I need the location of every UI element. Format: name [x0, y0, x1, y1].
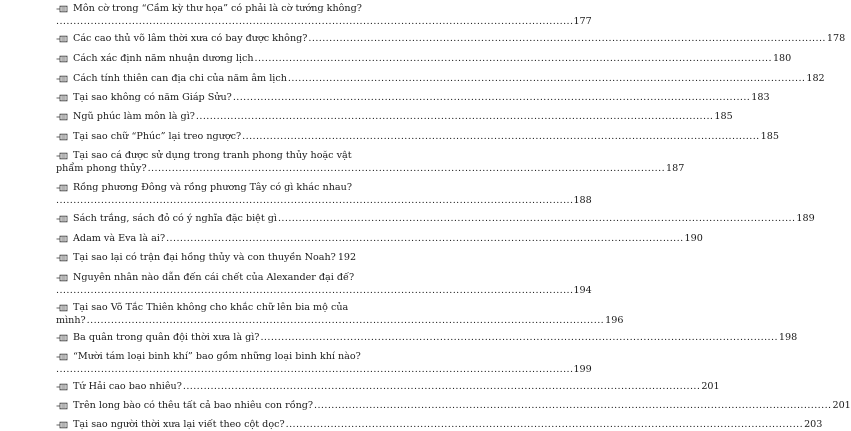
page-number: 185: [760, 131, 779, 142]
dot-leader: ......................................................................................................................................................: [314, 400, 832, 411]
page-number: 199: [573, 364, 592, 375]
toc-entry[interactable]: [56, 72, 825, 85]
entry-title: Ngũ phúc làm môn là gì?: [73, 111, 195, 122]
entry-title: Tứ Hải cao bao nhiêu?: [73, 381, 182, 392]
page-number: 182: [806, 73, 825, 84]
pointing-hand-icon: [56, 304, 68, 312]
page-number: 187: [666, 163, 685, 174]
page-number: 196: [605, 315, 624, 326]
toc-entry[interactable]: [56, 52, 792, 65]
dot-leader: ......................................................................................................................................................: [277, 213, 796, 224]
entry-title: Tại sao người thời xưa lại viết theo cột dọc?: [73, 419, 285, 430]
pointing-hand-icon: [56, 75, 68, 83]
page-number: 189: [796, 213, 815, 224]
pointing-hand-icon: [56, 334, 68, 342]
toc-entry[interactable]: [56, 251, 357, 264]
toc-entry[interactable]: [56, 149, 685, 175]
toc-entry[interactable]: [56, 350, 592, 376]
entry-title: Môn cờ trong “Cầm kỳ thư họa” có phải là cờ tướng không?: [73, 3, 362, 14]
pointing-hand-icon: [56, 113, 68, 121]
entry-title: Adam và Eva là ai?: [73, 233, 166, 244]
pointing-hand-icon: [56, 5, 68, 13]
dot-leader: ......................................................................................................................................................: [166, 233, 684, 244]
entry-title: Tại sao không có năm Giáp Sửu?: [73, 92, 232, 103]
pointing-hand-icon: [56, 55, 68, 63]
pointing-hand-icon: [56, 133, 68, 141]
pointing-hand-icon: [56, 254, 68, 262]
entry-title: Rồng phương Đông và rồng phương Tây có gì khác nhau?: [73, 182, 352, 193]
dot-leader: ......................................................................................................................................................: [254, 53, 772, 64]
toc-entry[interactable]: [56, 418, 823, 431]
page-number: 180: [772, 53, 792, 64]
toc-entry[interactable]: [56, 380, 720, 393]
entry-title-continued: phẩm phong thủy?: [56, 163, 147, 174]
page-number: 203: [804, 419, 823, 430]
pointing-hand-icon: [56, 421, 68, 429]
entry-title-continued: mình?: [56, 315, 86, 326]
toc-entry[interactable]: [56, 399, 851, 412]
dot-leader: ......................................................................................................................................................: [242, 131, 760, 142]
dot-leader: ......................................................................................................................................................: [56, 195, 574, 206]
page-number: 198: [778, 332, 798, 343]
toc-entry[interactable]: [56, 32, 846, 45]
entry-title: Nguyên nhân nào dẫn đến cái chết của Alexander đại đế?: [73, 272, 355, 283]
pointing-hand-icon: [56, 402, 68, 410]
dot-leader: ......................................................................................................................................................: [86, 315, 605, 326]
toc-entry[interactable]: [56, 130, 779, 143]
pointing-hand-icon: [56, 383, 68, 391]
page-number: 178: [826, 33, 846, 44]
dot-leader: ......................................................................................................................................................: [56, 16, 574, 27]
dot-leader: ......................................................................................................................................................: [308, 33, 826, 44]
page-number: 177: [573, 16, 592, 27]
dot-leader: ......................................................................................................................................................: [56, 364, 574, 375]
toc-entry[interactable]: [56, 91, 770, 104]
pointing-hand-icon: [56, 184, 68, 192]
pointing-hand-icon: [56, 235, 68, 243]
pointing-hand-icon: [56, 353, 68, 361]
entry-title: Tại sao lại có trận đại hồng thủy và con thuyền Noah?: [73, 252, 336, 263]
toc-entry[interactable]: [56, 212, 815, 225]
entry-title: “Mười tám loại binh khí” bao gồm những loại binh khí nào?: [73, 351, 361, 362]
entry-title: Cách tính thiên can địa chi của năm âm lịch: [73, 73, 287, 84]
toc-entry[interactable]: [56, 232, 703, 245]
pointing-hand-icon: [56, 35, 68, 43]
page-number: 190: [684, 233, 703, 244]
entry-title: Các cao thủ võ lâm thời xưa có bay được không?: [73, 33, 308, 44]
page-number: 185: [714, 111, 733, 122]
dot-leader: ......................................................................................................................................................: [195, 111, 714, 122]
dot-leader: ......................................................................................................................................................: [56, 285, 574, 296]
toc-entry[interactable]: [56, 2, 592, 28]
dot-leader: ......................................................................................................................................................: [147, 163, 666, 174]
dot-leader: ......................................................................................................................................................: [232, 92, 751, 103]
page-number: 188: [573, 195, 592, 206]
dot-leader: ......................................................................................................................................................: [182, 381, 701, 392]
entry-title: Tại sao chữ “Phúc” lại treo ngược?: [73, 131, 242, 142]
pointing-hand-icon: [56, 215, 68, 223]
dot-leader: ......................................................................................................................................................: [287, 73, 806, 84]
toc-entry[interactable]: [56, 301, 624, 327]
page-number: 183: [751, 92, 770, 103]
dot-leader: ......................................................................................................................................................: [260, 332, 778, 343]
entry-title: Trên long bào có thêu tất cả bao nhiêu con rồng?: [73, 400, 314, 411]
entry-title: Ba quân trong quân đội thời xưa là gì?: [73, 332, 260, 343]
page-number: 201: [701, 381, 720, 392]
pointing-hand-icon: [56, 152, 68, 160]
toc-entry[interactable]: [56, 181, 592, 207]
pointing-hand-icon: [56, 274, 68, 282]
entry-title: Sách trắng, sách đỏ có ý nghĩa đặc biệt gì: [73, 213, 277, 224]
toc-entry[interactable]: [56, 110, 733, 123]
entry-title: Tại sao Võ Tắc Thiên không cho khắc chữ lên bia mộ của: [73, 302, 349, 313]
toc-entry[interactable]: [56, 331, 798, 344]
dot-leader: ......................................................................................................................................................: [285, 419, 804, 430]
page-number: 194: [573, 285, 592, 296]
pointing-hand-icon: [56, 94, 68, 102]
page-number: 201: [832, 400, 851, 411]
entry-title: Cách xác định năm nhuận dương lịch: [73, 53, 254, 64]
page-number: 192: [337, 252, 357, 263]
entry-title: Tại sao cá được sử dụng trong tranh phong thủy hoặc vật: [73, 150, 352, 161]
toc-entry[interactable]: [56, 271, 592, 297]
